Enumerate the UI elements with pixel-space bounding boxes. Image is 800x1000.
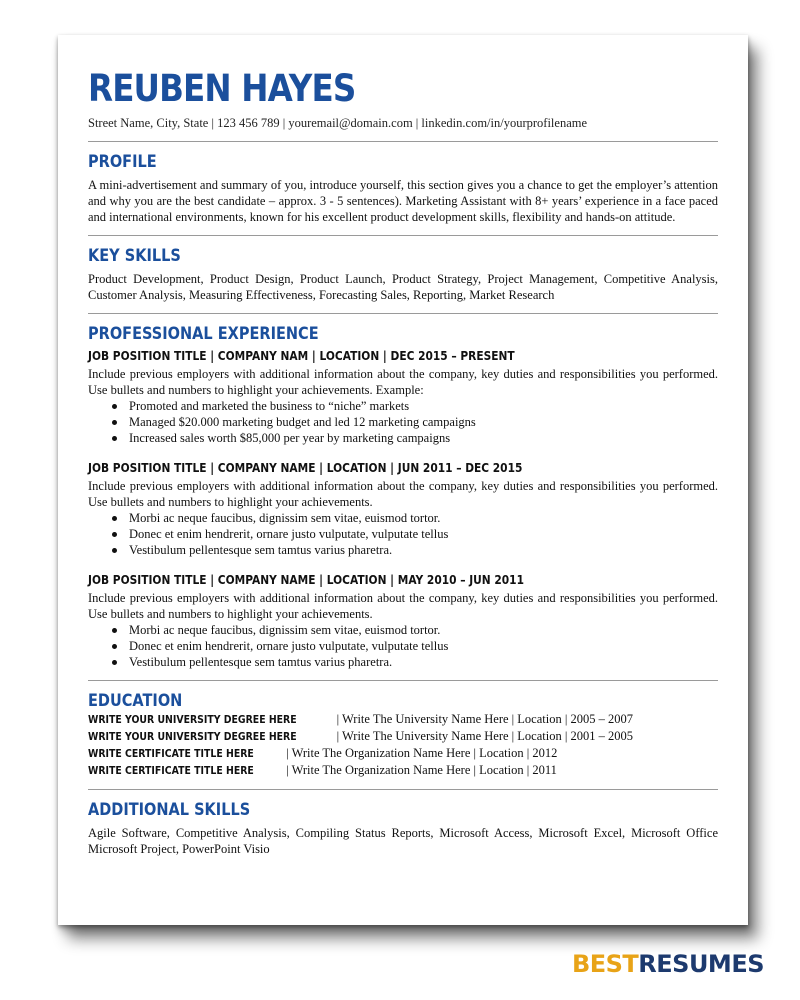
- bullet-item: Morbi ac neque faucibus, dignissim sem vitae, euismod tortor.: [112, 622, 718, 638]
- education-details: | Write The University Name Here | Location | 2001 – 2005: [336, 729, 633, 743]
- job-description: Include previous employers with additional information about the company, key duties and responsibilities you performed. Use bullets and numbers to highlight your achievements.: [88, 591, 718, 621]
- education-entry: [88, 728, 718, 745]
- job-description: Include previous employers with additional information about the company, key duties and responsibilities you performed. Use bullets and numbers to highlight your achievements. Example:: [88, 367, 718, 397]
- brand-logo: [572, 950, 764, 978]
- job-entry: [88, 572, 718, 670]
- bullet-item: Vestibulum pellentesque sem tamtus varius pharetra.: [112, 654, 718, 670]
- section-divider: [88, 141, 718, 142]
- section-divider: [88, 680, 718, 681]
- candidate-name: REUBEN HAYES: [88, 67, 356, 110]
- job-bullets: [112, 622, 718, 670]
- brand-logo-part-best: BEST: [571, 950, 639, 978]
- section-divider: [88, 789, 718, 790]
- education-degree: WRITE CERTIFICATE TITLE HERE: [88, 747, 254, 760]
- profile-summary: A mini-advertisement and summary of you, introduce yourself, this section gives you a chance to get the employer’s attention and why you are the best candidate – approx. 3 - 5 sentences). Marketing Assistant with 8+ years’ experience in a face paced and international environments, known for his excellent product development skills, flexibility and hands-on attitude.: [88, 178, 718, 224]
- key-skills-section: [88, 246, 718, 303]
- profile-heading: PROFILE: [88, 152, 157, 171]
- section-divider: [88, 235, 718, 236]
- brand-logo-part-resumes: RESUMES: [638, 950, 764, 978]
- job-heading: JOB POSITION TITLE | COMPANY NAME | LOCATION | MAY 2010 – JUN 2011: [88, 572, 524, 587]
- education-details: | Write The Organization Name Here | Location | 2011: [286, 763, 557, 777]
- bullet-item: Promoted and marketed the business to “niche” markets: [112, 398, 718, 414]
- bullet-item: Vestibulum pellentesque sem tamtus varius pharetra.: [112, 542, 718, 558]
- education-entry: [88, 711, 718, 728]
- job-heading: JOB POSITION TITLE | COMPANY NAME | LOCATION | JUN 2011 – DEC 2015: [88, 460, 523, 475]
- experience-section: [88, 324, 718, 670]
- contact-line: Street Name, City, State | 123 456 789 | youremail@domain.com | linkedin.com/in/yourprofilename: [88, 116, 588, 130]
- key-skills-heading: KEY SKILLS: [88, 246, 181, 265]
- education-section: [88, 691, 718, 779]
- education-heading: EDUCATION: [88, 691, 183, 710]
- bullet-item: Increased sales worth $85,000 per year by marketing campaigns: [112, 430, 718, 446]
- bullet-item: Managed $20.000 marketing budget and led 12 marketing campaigns: [112, 414, 718, 430]
- job-entry: [88, 348, 718, 446]
- job-heading: JOB POSITION TITLE | COMPANY NAM | LOCATION | DEC 2015 – PRESENT: [88, 348, 515, 363]
- job-bullets: [112, 510, 718, 558]
- education-degree: WRITE YOUR UNIVERSITY DEGREE HERE: [88, 713, 297, 726]
- key-skills-list: Product Development, Product Design, Product Launch, Product Strategy, Project Management, Competitive Analysis, Customer Analysis, Measuring Effectiveness, Forecasting Sales, Reporting, Market Research: [88, 272, 718, 302]
- job-description: Include previous employers with additional information about the company, key duties and responsibilities you performed. Use bullets and numbers to highlight your achievements.: [88, 479, 718, 509]
- education-entry: [88, 762, 718, 779]
- resume-page: [58, 35, 748, 925]
- bullet-item: Donec et enim hendrerit, ornare justo vulputate, vulputate tellus: [112, 526, 718, 542]
- education-degree: WRITE YOUR UNIVERSITY DEGREE HERE: [88, 730, 297, 743]
- education-degree: WRITE CERTIFICATE TITLE HERE: [88, 764, 254, 777]
- bullet-item: Donec et enim hendrerit, ornare justo vulputate, vulputate tellus: [112, 638, 718, 654]
- bullet-item: Morbi ac neque faucibus, dignissim sem vitae, euismod tortor.: [112, 510, 718, 526]
- job-entry: [88, 460, 718, 558]
- experience-heading: PROFESSIONAL EXPERIENCE: [88, 324, 319, 343]
- additional-skills-section: [88, 800, 718, 857]
- section-divider: [88, 313, 718, 314]
- additional-skills-heading: ADDITIONAL SKILLS: [88, 800, 251, 819]
- education-details: | Write The Organization Name Here | Location | 2012: [286, 746, 558, 760]
- job-bullets: [112, 398, 718, 446]
- education-details: | Write The University Name Here | Location | 2005 – 2007: [336, 712, 633, 726]
- additional-skills-list: Agile Software, Competitive Analysis, Compiling Status Reports, Microsoft Access, Microsoft Excel, Microsoft Office Microsoft Project, PowerPoint Visio: [88, 826, 718, 856]
- profile-section: [88, 152, 718, 225]
- education-entry: [88, 745, 718, 762]
